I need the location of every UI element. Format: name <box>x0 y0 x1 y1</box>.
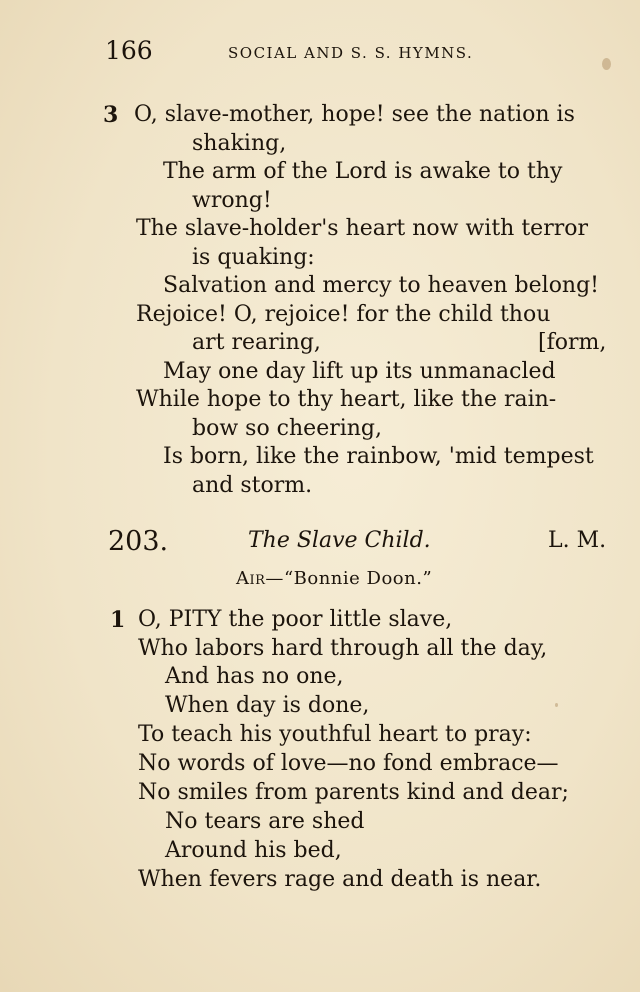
hymn-meter: L. M. <box>548 528 607 553</box>
verse-line: To teach his youthful heart to pray: <box>138 722 532 747</box>
verse-line: When day is done, <box>165 693 370 718</box>
running-head: SOCIAL AND S. S. HYMNS. <box>228 44 474 62</box>
verse-line: Salvation and mercy to heaven belong! <box>163 273 600 298</box>
verse-line: The arm of the Lord is awake to thy <box>163 159 563 184</box>
verse-line: May one day lift up its unmanacled <box>163 359 556 384</box>
verse-line: O, slave-mother, hope! see the nation is <box>134 102 575 127</box>
tune-name: “Bonnie Doon.” <box>283 568 433 589</box>
verse-line: No tears are shed <box>165 809 365 834</box>
verse-line: No smiles from parents kind and dear; <box>138 780 569 805</box>
verse-line: No words of love—no fond embrace— <box>138 751 559 776</box>
air-label: Air— <box>236 568 284 589</box>
verse-line: Who labors hard through all the day, <box>138 636 548 661</box>
verse-line: While hope to thy heart, like the rain- <box>136 387 557 412</box>
verse-line: is quaking: <box>192 245 315 270</box>
verse-line: Around his bed, <box>165 838 342 863</box>
verse-line-turnover: [form, <box>538 330 607 355</box>
hymn-number: 203. <box>108 526 169 557</box>
page-header <box>0 36 640 70</box>
page-number: 166 <box>105 36 153 65</box>
verse-line: Is born, like the rainbow, 'mid tempest <box>163 444 594 469</box>
tune-indication <box>236 568 432 589</box>
stanza-number: 1 <box>110 607 126 633</box>
hymn-title: The Slave Child. <box>248 528 431 553</box>
paper-stain <box>555 703 558 707</box>
verse-line: shaking, <box>192 131 287 156</box>
stanza-number: 3 <box>103 102 119 128</box>
paper-stain <box>602 58 611 70</box>
verse-line: And has no one, <box>165 664 344 689</box>
verse-line: wrong! <box>192 188 272 213</box>
verse-line: O, PITY the poor little slave, <box>138 607 453 632</box>
verse-line: The slave-holder's heart now with terror <box>136 216 588 241</box>
verse-line: When fevers rage and death is near. <box>138 867 542 892</box>
verse-line: bow so cheering, <box>192 416 383 441</box>
verse-line: Rejoice! O, rejoice! for the child thou <box>136 302 551 327</box>
verse-line: and storm. <box>192 473 313 498</box>
verse-line: art rearing, <box>192 330 321 355</box>
